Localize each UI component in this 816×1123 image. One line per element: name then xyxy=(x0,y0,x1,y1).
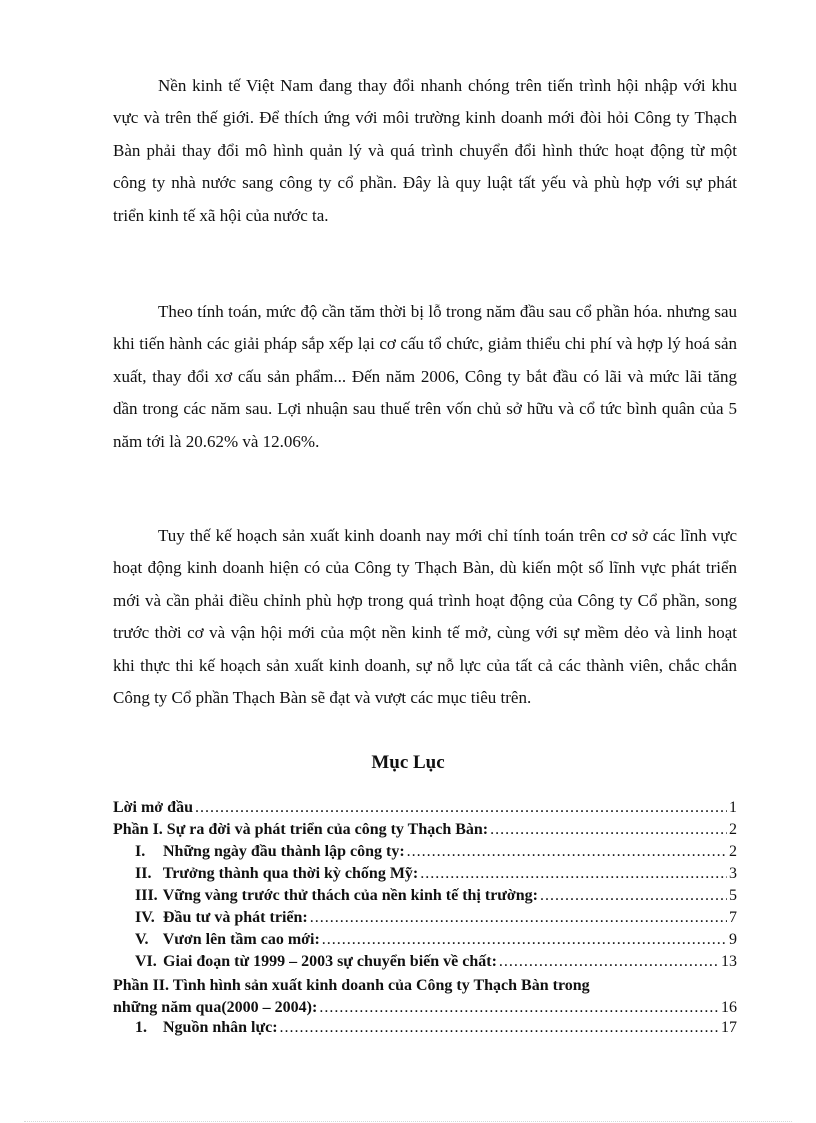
toc-page-number: 2 xyxy=(729,843,737,860)
toc-entry[interactable] xyxy=(113,887,737,909)
page-bottom-border xyxy=(24,1121,792,1122)
toc-leader xyxy=(310,909,727,927)
toc-entry-number: VI. xyxy=(135,953,157,970)
toc-leader xyxy=(407,843,727,861)
toc-page-number: 13 xyxy=(721,953,737,970)
toc-entry-text: Vươn lên tầm cao mới: xyxy=(162,931,320,948)
toc-entry-text: Đầu tư và phát triển: xyxy=(163,909,308,926)
toc-page-number: 2 xyxy=(729,821,737,838)
toc-entry[interactable] xyxy=(113,909,737,931)
toc-entry-text: Trưởng thành qua thời kỳ chống Mỹ: xyxy=(162,865,419,882)
toc-leader xyxy=(540,887,727,905)
toc-entry-number: 1. xyxy=(135,1019,147,1036)
toc-leader xyxy=(322,931,727,949)
toc-entry-text: Phần II. Tình hình sản xuất kinh doanh của Công ty Thạch Bàn trong xyxy=(113,977,590,994)
toc-entry-number: III. xyxy=(135,887,158,904)
toc-leader xyxy=(420,865,727,883)
toc-entry-text: Phần I. Sự ra đời và phát triển của công ty Thạch Bàn: xyxy=(113,821,489,838)
toc-entry[interactable] xyxy=(113,843,737,865)
toc-entry[interactable] xyxy=(113,953,737,975)
toc-entry-text: Những ngày đầu thành lập công ty: xyxy=(163,843,405,860)
toc-page-number: 16 xyxy=(721,999,737,1016)
toc-leader xyxy=(195,799,727,817)
toc-entry[interactable] xyxy=(113,865,737,887)
toc-entry[interactable] xyxy=(113,1019,737,1041)
toc-page-number: 3 xyxy=(729,865,737,882)
toc-entry[interactable] xyxy=(113,975,737,1019)
toc-entry-number: V. xyxy=(135,931,149,948)
toc-entry-text: Lời mở đầu xyxy=(113,799,193,816)
toc-leader xyxy=(280,1019,719,1037)
paragraph-2: Theo tính toán, mức độ cần tăm thời bị lỗ trong năm đầu sau cổ phần hóa. nhưng sau khi tiến hành các giải pháp sắp xếp lại cơ cấu tổ chức, giảm thiểu chi phí và hợp lý hoá sản xuất, thay đổi xơ cấu sản phẩm... Đến năm 2006, Công ty bắt đầu có lãi và mức lãi tăng dần trong các năm sau. Lợi nhuận sau thuế trên vốn chủ sở hữu và cổ tức bình quân của 5 năm tới là 20.62% và 12.06%. xyxy=(113,302,737,451)
toc-entry-number: II. xyxy=(135,865,152,882)
toc-leader xyxy=(499,953,719,971)
toc-page-number: 17 xyxy=(721,1019,737,1036)
paragraph-3: Tuy thế kế hoạch sản xuất kinh doanh nay mới chỉ tính toán trên cơ sở các lĩnh vực hoạt động kinh doanh hiện có của Công ty Thạch Bàn, dù kiến một số lĩnh vực phát triển mới và cần phải điều chỉnh phù hợp trong quá trình hoạt động của Công ty Cổ phần, song trước thời cơ và vận hội mới của một nền kinh tế mở, cùng với sự mềm dẻo và linh hoạt khi thực thi kế hoạch sản xuất kinh doanh, sự nỗ lực của tất cả các thành viên, chắc chắn Công ty Cổ phần Thạch Bàn sẽ đạt và vượt các mục tiêu trên. xyxy=(113,526,737,708)
toc-entry-number: I. xyxy=(135,843,146,860)
toc-page-number: 9 xyxy=(729,931,737,948)
toc-entry-text: Nguồn nhân lực: xyxy=(163,1019,278,1036)
toc-leader xyxy=(490,821,727,839)
toc-entry-text: Giai đoạn từ 1999 – 2003 sự chuyển biến về chất: xyxy=(163,953,497,970)
toc-page-number: 5 xyxy=(729,887,737,904)
toc-leader xyxy=(319,997,719,1019)
toc-entry-number: IV. xyxy=(135,909,155,926)
table-of-contents xyxy=(113,799,737,1041)
paragraph-1: Nền kinh tế Việt Nam đang thay đổi nhanh chóng trên tiến trình hội nhập với khu vực và trên thế giới. Để thích ứng với môi trường kinh doanh mới đòi hỏi Công ty Thạch Bàn phải thay đổi mô hình quản lý và quá trình chuyển đổi hình thức hoạt động từ một công ty nhà nước sang công ty cổ phần. Đây là quy luật tất yếu và phù hợp với sự phát triển kinh tế xã hội của nước ta. xyxy=(113,76,737,225)
toc-page-number: 7 xyxy=(729,909,737,926)
toc-entry[interactable] xyxy=(113,931,737,953)
toc-entry-text-continued: những năm qua(2000 – 2004): xyxy=(113,999,318,1016)
toc-entry[interactable] xyxy=(113,821,737,843)
toc-entry[interactable] xyxy=(113,799,737,821)
toc-page-number: 1 xyxy=(729,799,737,816)
toc-title: Mục Lục xyxy=(371,752,445,773)
toc-entry-text: Vững vàng trước thử thách của nền kinh tế thị trường: xyxy=(162,887,538,904)
